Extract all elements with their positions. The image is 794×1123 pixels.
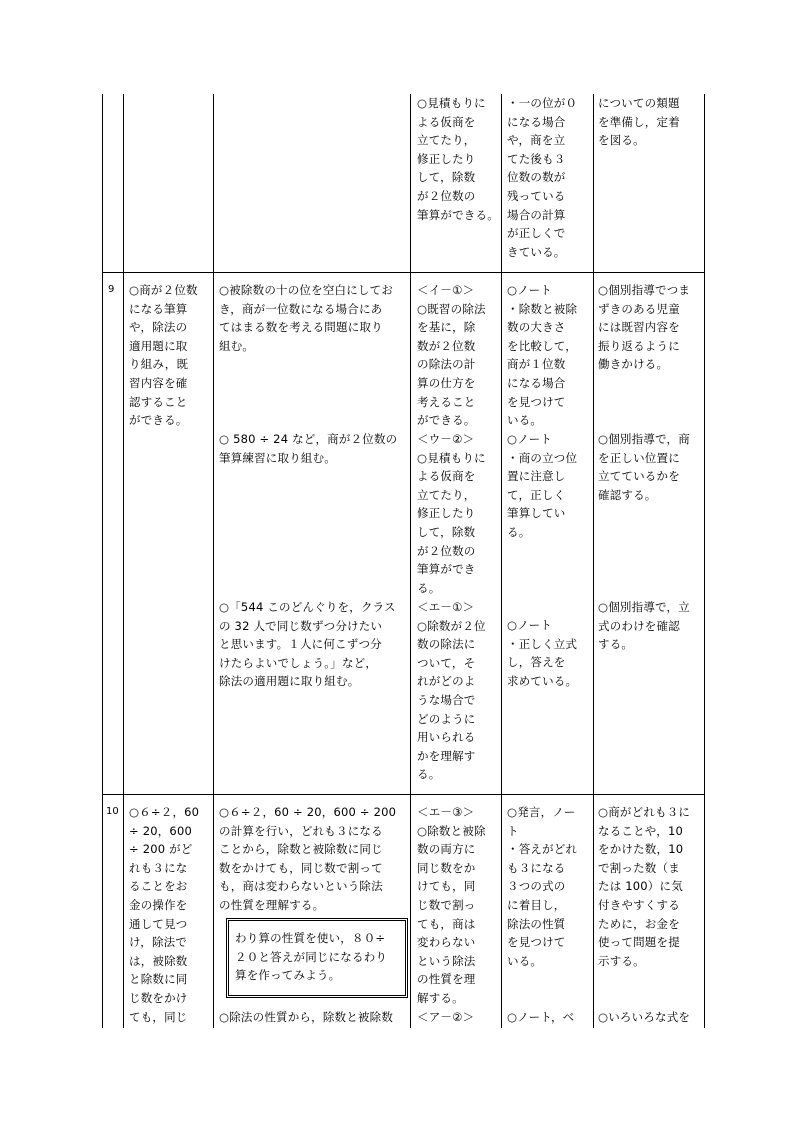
- text-line: かを理解す: [417, 748, 476, 763]
- text-line: 式のわけを確認: [598, 618, 680, 633]
- criteria-text-10-1: [417, 803, 486, 1008]
- text-line: なることや，10: [598, 823, 684, 838]
- text-line: 立てたり，: [417, 133, 476, 148]
- text-line: ○ノート: [507, 618, 552, 632]
- table-col-divider-5: [593, 94, 594, 1028]
- text-line: 算の仕方を: [417, 375, 476, 390]
- text-line: 筆算ができる。: [417, 207, 499, 222]
- support-text-9-1: [598, 281, 690, 374]
- text-line: ＜エ－①＞: [417, 600, 475, 614]
- text-line: 位数の数が: [507, 170, 566, 185]
- text-line: 筆算練習に取り組む。: [219, 450, 336, 465]
- text-line: けても，同: [417, 879, 476, 894]
- text-line: になる場合: [507, 114, 566, 129]
- evaluation-text-10-2: [507, 1008, 574, 1027]
- text-line: よる仮商を: [417, 469, 476, 484]
- text-line: 組む。: [219, 338, 255, 353]
- text-line: 振り返るように: [598, 338, 680, 353]
- text-line: る。: [417, 580, 441, 595]
- text-line: 確認する。: [598, 487, 657, 502]
- evaluation-text-9-2: [507, 430, 577, 542]
- text-line: 残っている: [507, 188, 566, 203]
- text-line: 除法の性質: [507, 916, 566, 931]
- text-line: て，正しく: [507, 487, 566, 502]
- text-line: し，答えを: [507, 655, 566, 670]
- text-line: ○既習の除法: [417, 301, 486, 316]
- text-line: れがどのよ: [417, 674, 476, 689]
- task-box-text: [235, 929, 387, 985]
- text-line: ２０と答えが同じになるわり: [235, 949, 388, 964]
- objective-text-10: [129, 803, 199, 1026]
- text-line: 立てたり，: [417, 487, 476, 502]
- activity-text-9-3: [219, 598, 396, 691]
- text-line: 数が２位数: [417, 338, 476, 353]
- text-line: うな場合で: [417, 692, 476, 707]
- text-line: 通して見つ: [129, 916, 188, 931]
- text-line: れも３にな: [129, 860, 188, 875]
- text-line: き，商が一位数になる場合にあ: [219, 301, 383, 316]
- text-line: ・正しく立式: [507, 636, 578, 651]
- text-line: という除法: [417, 953, 476, 968]
- text-line: 筆算してい: [507, 506, 566, 521]
- text-line: と除数に同: [129, 972, 188, 987]
- table-col-divider-1: [123, 94, 124, 1028]
- text-line: と思います。１人に何こずつ分: [219, 637, 382, 652]
- text-line: も，商は変わらないという除法: [219, 879, 383, 894]
- criteria-text-9-2: [417, 430, 486, 597]
- text-line: ○ノート，ベ: [507, 1010, 575, 1024]
- activity-text-10-1: [219, 803, 396, 915]
- text-line: ために，お金を: [598, 916, 680, 931]
- table-border-right: [704, 94, 705, 1028]
- text-line: ○ノート: [507, 283, 552, 297]
- text-line: する。: [598, 637, 634, 652]
- row-divider-10: [102, 794, 705, 795]
- text-line: ても，商は: [417, 916, 476, 931]
- text-line: ○被除数の十の位を空白にしてお: [219, 283, 394, 297]
- text-line: して，除数: [417, 524, 476, 539]
- criteria-text-top: [417, 94, 499, 224]
- text-line: を見つけて: [507, 394, 566, 409]
- text-line: ・商の立つ位: [507, 450, 578, 465]
- text-line: きている。: [507, 244, 566, 259]
- text-line: じ数で割っ: [417, 897, 476, 912]
- text-line: 用いられる: [417, 730, 476, 745]
- objective-text-9: [129, 281, 198, 430]
- text-line: で割った数（ま: [598, 860, 680, 875]
- text-line: ることをお: [129, 879, 188, 894]
- text-line: の計算を行い，どれも３になる: [219, 823, 383, 838]
- text-line: けたらよいでしょう。」など，: [219, 655, 378, 670]
- text-line: の除法の計: [417, 357, 476, 372]
- text-line: てはまる数を考える問題に取り: [219, 320, 383, 335]
- text-line: 金の操作を: [129, 897, 188, 912]
- text-line: についての類題: [598, 96, 680, 110]
- text-line: ○ 580 ÷ 24 など，商が２位数の: [219, 432, 398, 446]
- text-line: ３つの式の: [507, 879, 566, 894]
- support-text-9-3: [598, 598, 690, 654]
- text-line: ○発言，ノー: [507, 805, 576, 819]
- text-line: ÷ 20，600: [129, 823, 192, 838]
- text-line: 同じ数をか: [417, 860, 476, 875]
- support-text-9-2: [598, 430, 690, 504]
- text-line: よる仮商を: [417, 114, 476, 129]
- text-line: ○除法の性質から，除数と被除数: [219, 1010, 394, 1024]
- text-line: ○商がどれも３に: [598, 805, 691, 819]
- text-line: ○除数が２位: [417, 618, 486, 633]
- text-line: ・除数と被除: [507, 301, 578, 316]
- table-col-divider-3: [410, 94, 411, 1028]
- text-line: して，除数: [417, 170, 476, 185]
- text-line: ○「544 このどんぐりを，クラス: [219, 600, 396, 614]
- text-line: の性質を理: [417, 972, 476, 987]
- row-number-10: 10: [106, 806, 119, 817]
- text-line: いる。: [507, 413, 543, 428]
- text-line: をかけた数，10: [598, 842, 684, 857]
- text-line: たは 100）に気: [598, 879, 683, 894]
- text-line: を比較して，: [507, 338, 577, 353]
- text-line: ○除数と被除: [417, 823, 486, 838]
- evaluation-text-top: [507, 94, 577, 261]
- text-line: てた後も３: [507, 151, 566, 166]
- activity-text-9-2: [219, 430, 397, 467]
- text-line: ○ノート: [507, 432, 552, 446]
- text-line: ても，同じ: [129, 1009, 188, 1024]
- text-line: け，除法で: [129, 935, 188, 950]
- text-line: 筆算ができ: [417, 562, 476, 577]
- text-line: 変わらない: [417, 935, 476, 950]
- text-line: 数の両方に: [417, 842, 476, 857]
- text-line: る。: [417, 767, 441, 782]
- text-line: どのように: [417, 711, 476, 726]
- text-line: 数の除法に: [417, 637, 476, 652]
- activity-text-10-2: [219, 1008, 393, 1027]
- text-line: ・一の位が０: [507, 96, 578, 110]
- criteria-text-9-1: [417, 281, 486, 430]
- text-line: じ数をかけ: [129, 990, 188, 1005]
- text-line: や，除法の: [129, 320, 188, 335]
- text-line: 付きやすくする: [598, 897, 680, 912]
- text-line: 数をかけても，同じ数で割って: [219, 860, 383, 875]
- text-line: 認すること: [129, 394, 188, 409]
- text-line: る。: [507, 524, 531, 539]
- text-line: ことから，除数と被除数に同じ: [219, 842, 383, 857]
- text-line: 働きかける。: [598, 357, 669, 372]
- row-divider-9: [102, 272, 705, 273]
- text-line: や，商を立: [507, 133, 566, 148]
- text-line: になる場合: [507, 375, 566, 390]
- text-line: ○見積もりに: [417, 96, 486, 110]
- text-line: を基に，除: [417, 320, 476, 335]
- text-line: ・答えがどれ: [507, 842, 578, 857]
- text-line: を正しい位置に: [598, 450, 680, 465]
- text-line: ○商が２位数: [129, 283, 198, 297]
- text-line: ○個別指導で，立: [598, 600, 690, 614]
- text-line: 商が１位数: [507, 357, 566, 372]
- text-line: 算を作ってみよう。: [235, 968, 341, 983]
- support-text-10-2: [598, 1008, 690, 1027]
- text-line: 修正したり: [417, 506, 476, 521]
- evaluation-text-9-3: [507, 616, 577, 690]
- text-line: 場合の計算: [507, 207, 566, 222]
- text-line: 数の大きさ: [507, 320, 566, 335]
- text-line: の 32 人で同じ数ずつ分けたい: [219, 618, 383, 633]
- text-line: 修正したり: [417, 151, 476, 166]
- text-line: ができる。: [129, 413, 188, 428]
- activity-text-9-1: [219, 281, 393, 355]
- text-line: ○見積もりに: [417, 450, 486, 465]
- text-line: には既習内容を: [598, 320, 680, 335]
- text-line: に着目し，: [507, 897, 566, 912]
- support-text-10-1: [598, 803, 690, 970]
- text-line: ずきのある児童: [598, 301, 680, 316]
- evaluation-text-10-1: [507, 803, 577, 970]
- text-line: の性質を理解する。: [219, 897, 325, 912]
- text-line: ＜イ－①＞: [417, 283, 475, 297]
- text-line: 除法の適用題に取り組む。: [219, 674, 360, 689]
- text-line: 置に注意し: [507, 469, 566, 484]
- text-line: ○個別指導で，商: [598, 432, 690, 446]
- task-box: [226, 918, 408, 998]
- row-number-9: 9: [108, 284, 115, 295]
- text-line: ＜ウ－②＞: [417, 432, 475, 446]
- text-line: 立てているかを: [598, 469, 680, 484]
- text-line: が正しくで: [507, 226, 566, 241]
- text-line: 使って問題を提: [598, 935, 680, 950]
- text-line: ＜エ－③＞: [417, 805, 475, 819]
- text-line: を見つけて: [507, 935, 566, 950]
- text-line: を準備し，定着: [598, 114, 680, 129]
- support-text-top: [598, 94, 680, 150]
- text-line: 考えること: [417, 394, 476, 409]
- text-line: ○６÷２，60: [129, 805, 200, 819]
- text-line: が２位数の: [417, 188, 476, 203]
- text-line: も３になる: [507, 860, 566, 875]
- text-line: ができる。: [417, 413, 476, 428]
- table-border-left: [102, 94, 103, 1028]
- text-line: ○個別指導でつま: [598, 283, 691, 297]
- text-line: 求めている。: [507, 673, 578, 688]
- text-line: 適用題に取: [129, 338, 188, 353]
- text-line: ＜ア－②＞: [417, 1010, 475, 1024]
- text-line: わり算の性質を使い，８０÷: [235, 931, 386, 945]
- text-line: いる。: [507, 953, 543, 968]
- text-line: ÷ 200 がど: [129, 842, 193, 857]
- criteria-text-10-2: [417, 1008, 474, 1027]
- evaluation-text-9-1: [507, 281, 577, 430]
- text-line: ○いろいろな式を: [598, 1010, 691, 1024]
- table-col-divider-4: [501, 94, 502, 1028]
- text-line: ト: [507, 823, 519, 838]
- text-line: ついて，そ: [417, 655, 476, 670]
- criteria-text-9-3: [417, 598, 486, 784]
- text-line: 習内容を確: [129, 375, 188, 390]
- table-col-divider-2: [213, 94, 214, 1028]
- text-line: 示する。: [598, 953, 645, 968]
- text-line: は，被除数: [129, 953, 188, 968]
- text-line: り組み，既: [129, 357, 189, 372]
- text-line: が２位数の: [417, 543, 476, 558]
- text-line: ○６÷２，60 ÷ 20，600 ÷ 200: [219, 805, 397, 819]
- text-line: 解する。: [417, 990, 464, 1005]
- text-line: になる筆算: [129, 301, 188, 316]
- text-line: を図る。: [598, 133, 645, 148]
